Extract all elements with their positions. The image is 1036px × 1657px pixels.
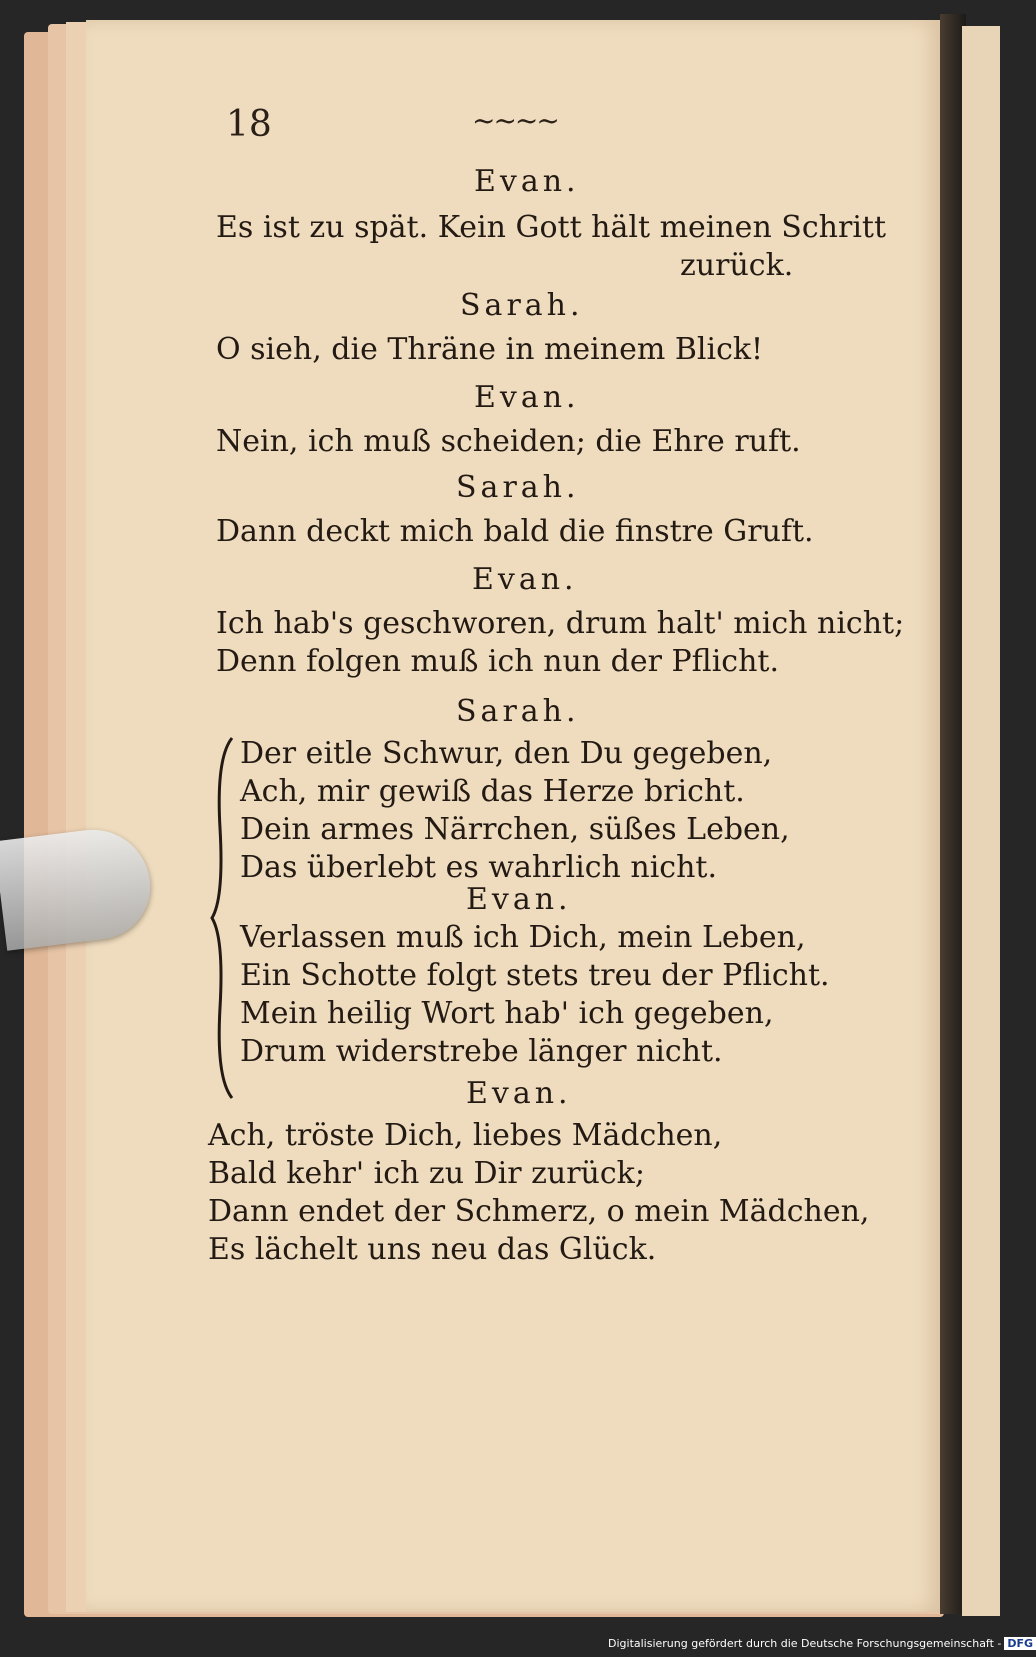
verse-line: Bald kehr' ich zu Dir zurück; <box>208 1156 645 1191</box>
verse-line: Es ist zu spät. Kein Gott hält meinen Schritt <box>216 210 887 245</box>
verse-line: Ein Schotte folgt stets treu der Pflicht. <box>240 958 830 993</box>
speaker-label: Sarah. <box>456 470 580 505</box>
verse-line: Ach, tröste Dich, liebes Mädchen, <box>208 1118 723 1153</box>
speaker-label: Evan. <box>472 562 578 597</box>
speaker-label: Evan. <box>474 380 580 415</box>
verse-line: Es lächelt uns neu das Glück. <box>208 1232 657 1267</box>
verse-line: Der eitle Schwur, den Du gegeben, <box>240 736 773 771</box>
credit-text: Digitalisierung gefördert durch die Deutsche Forschungsgemeinschaft - <box>608 1637 1002 1650</box>
digitization-credit <box>608 1637 1036 1650</box>
speaker-label: Sarah. <box>456 694 580 729</box>
verse-line: Dann deckt mich bald die finstre Gruft. <box>216 514 814 549</box>
speaker-label: Evan. <box>474 164 580 199</box>
header-ornament: ~~~~ <box>472 104 558 137</box>
dfg-logo: DFG <box>1004 1637 1036 1650</box>
verse-line: O sieh, die Thräne in meinem Blick! <box>216 332 764 367</box>
verse-line: Drum widerstrebe länger nicht. <box>240 1034 723 1069</box>
verse-line: Denn folgen muß ich nun der Pflicht. <box>216 644 779 679</box>
page-number: 18 <box>226 104 272 145</box>
verse-line: Ach, mir gewiß das Herze bricht. <box>240 774 745 809</box>
speaker-label: Evan. <box>466 882 572 917</box>
verse-line: Nein, ich muß scheiden; die Ehre ruft. <box>216 424 801 459</box>
verse-line: Das überlebt es wahrlich nicht. <box>240 850 718 885</box>
verse-line: Mein heilig Wort hab' ich gegeben, <box>240 996 774 1031</box>
verse-line: Dein armes Närrchen, süßes Leben, <box>240 812 790 847</box>
speaker-label: Evan. <box>466 1076 572 1111</box>
verse-line: zurück. <box>680 248 794 283</box>
verse-brace <box>210 738 238 1098</box>
verse-line: Dann endet der Schmerz, o mein Mädchen, <box>208 1194 870 1229</box>
speaker-label: Sarah. <box>460 288 584 323</box>
facing-page-edge <box>962 26 1000 1616</box>
verse-line: Verlassen muß ich Dich, mein Leben, <box>240 920 806 955</box>
verse-line: Ich hab's geschworen, drum halt' mich nicht; <box>216 606 905 641</box>
